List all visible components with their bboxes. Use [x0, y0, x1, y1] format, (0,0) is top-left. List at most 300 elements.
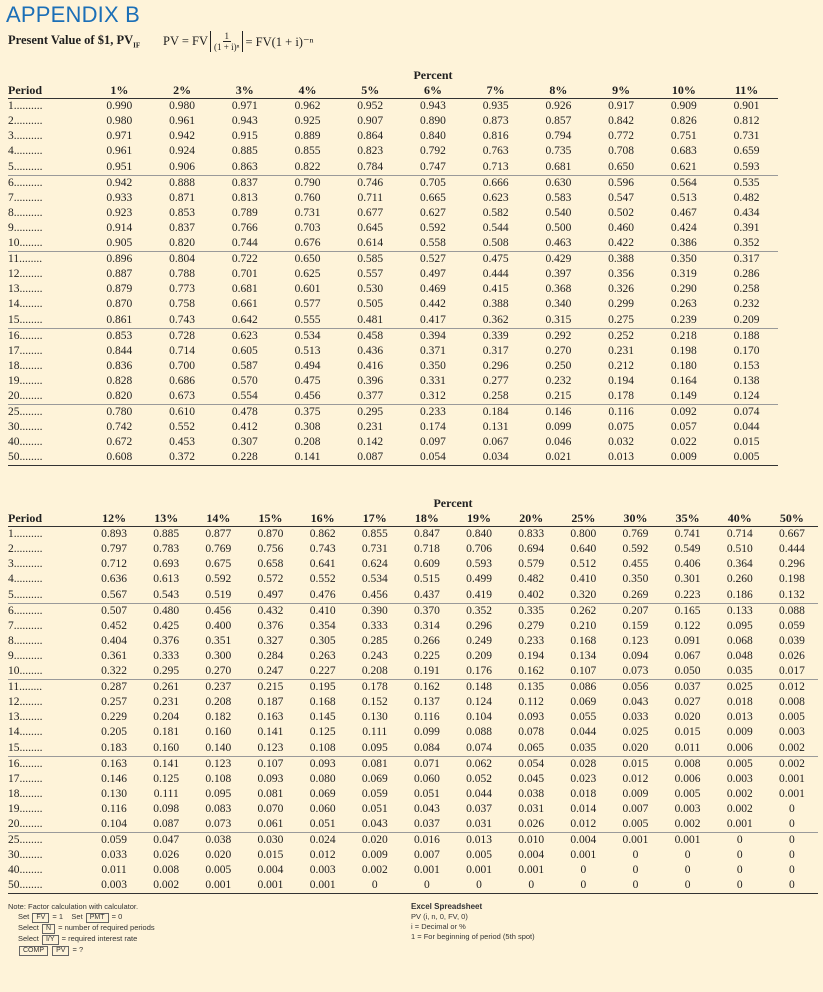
appendix-title: APPENDIX B [6, 2, 141, 27]
value-cell: 0.249 [466, 634, 492, 647]
value-cell: 0.703 [294, 221, 321, 234]
value-cell: 0.159 [622, 619, 649, 632]
rate-column-header: 35% [662, 511, 714, 527]
period-cell [8, 710, 88, 725]
value-cell: 0.046 [545, 436, 572, 449]
value-cell: 0.198 [670, 344, 697, 357]
value-cell: 0.601 [294, 283, 321, 296]
value-cell: 0.317 [482, 344, 509, 357]
value-cell: 0.857 [545, 115, 572, 128]
period-cell [8, 802, 88, 817]
value-cell: 0.001 [518, 864, 545, 877]
value-cell: 0.933 [106, 191, 133, 204]
value-cell: 0.424 [670, 221, 697, 234]
value-cell: 0.312 [402, 389, 465, 405]
period-cell [8, 756, 88, 772]
value-cell: 0.665 [420, 191, 446, 204]
pv-formula [163, 31, 314, 52]
period-number: 13 [8, 711, 20, 724]
value-cell: 0.003 [778, 726, 805, 739]
rate-column-header: 20% [505, 511, 557, 527]
value-cell: 0.681 [527, 160, 590, 176]
value-cell: 0.233 [518, 634, 545, 647]
leader-dots: ........ [19, 757, 43, 770]
table-row [8, 664, 818, 680]
value-cell: 0.731 [294, 206, 321, 219]
value-cell: 0.570 [231, 374, 258, 387]
value-cell: 0.714 [726, 528, 753, 541]
value-cell: 0.823 [357, 145, 384, 158]
period-cell [8, 144, 88, 159]
value-cell: 0.145 [309, 711, 336, 724]
value-cell: 0.104 [466, 711, 492, 724]
value-cell: 0.773 [169, 283, 196, 296]
value-cell: 0.481 [339, 313, 402, 329]
value-cell: 0.277 [482, 374, 509, 387]
value-cell: 0.885 [231, 145, 258, 158]
value-cell: 0.887 [106, 268, 133, 281]
period-number: 13 [8, 283, 20, 296]
value-cell: 0.582 [482, 206, 509, 219]
value-cell: 0.002 [662, 817, 714, 833]
value-cell: 0.001 [413, 864, 440, 877]
leader-dots: ........ [19, 451, 43, 464]
percent-header-row [8, 496, 818, 511]
value-cell: 0.195 [309, 681, 336, 694]
value-cell: 0.257 [101, 696, 127, 709]
value-cell: 0 [714, 878, 766, 894]
value-cell: 0.266 [413, 634, 440, 647]
subtitle-text: Present Value of $1, PV [8, 33, 134, 47]
value-cell: 0.162 [413, 681, 440, 694]
value-cell: 0 [401, 878, 453, 894]
period-header: Period [8, 511, 88, 527]
value-cell: 0.099 [413, 726, 440, 739]
value-cell: 0.209 [466, 649, 492, 662]
leader-dots: ........ [19, 817, 43, 830]
period-number: 10 [8, 237, 20, 250]
table-row [8, 252, 778, 268]
value-cell: 0.067 [482, 436, 509, 449]
value-cell: 0.394 [420, 329, 446, 342]
value-cell: 0.123 [244, 741, 296, 757]
value-cell: 0.020 [361, 834, 388, 847]
period-cell [8, 252, 88, 268]
value-cell: 0.507 [101, 604, 127, 617]
value-cell: 0.901 [733, 100, 760, 113]
value-cell: 0.780 [106, 406, 133, 419]
value-cell: 0 [505, 878, 557, 894]
value-cell: 0.027 [674, 696, 701, 709]
value-cell: 0.837 [169, 221, 196, 234]
value-cell: 0.015 [622, 757, 649, 770]
rate-column-header: 30% [609, 511, 661, 527]
value-cell: 0.031 [518, 802, 545, 815]
value-cell: 0.285 [361, 634, 388, 647]
table-row [8, 206, 778, 221]
value-cell: 0.712 [101, 558, 127, 571]
value-cell: 0.130 [361, 711, 388, 724]
value-cell: 0.191 [401, 664, 453, 680]
value-cell: 0.022 [670, 436, 697, 449]
excel-line-2: i = Decimal or % [411, 922, 466, 931]
value-cell: 0.320 [557, 588, 609, 604]
value-cell: 0.060 [413, 772, 440, 785]
leader-dots: .......... [13, 649, 43, 662]
rate-column-header: 5% [339, 83, 402, 99]
value-cell: 0.020 [674, 711, 701, 724]
period-number: 19 [8, 802, 20, 815]
value-cell: 0.080 [309, 772, 336, 785]
value-cell: 0.442 [420, 298, 446, 311]
formula-fraction [210, 31, 243, 52]
note-line-3 [8, 934, 155, 945]
value-cell: 0.039 [778, 634, 805, 647]
value-cell: 0.772 [608, 130, 635, 143]
value-cell: 0.391 [733, 221, 760, 234]
value-cell: 0.990 [106, 100, 133, 113]
table-row [8, 863, 818, 878]
value-cell: 0.494 [294, 359, 321, 372]
value-cell: 0.502 [608, 206, 635, 219]
value-cell: 0.071 [413, 757, 440, 770]
value-cell: 0.836 [106, 359, 133, 372]
table-row [8, 389, 778, 405]
value-cell: 0.478 [231, 406, 258, 419]
value-cell: 0.924 [169, 145, 196, 158]
fv-value: = 1 [52, 912, 64, 921]
leader-dots: ........ [19, 344, 43, 357]
leader-dots: ........ [19, 726, 43, 739]
value-cell: 0.915 [231, 130, 258, 143]
value-cell: 0.390 [361, 604, 388, 617]
value-cell: 0.013 [590, 450, 653, 466]
value-cell: 0.038 [205, 834, 232, 847]
period-number: 15 [8, 741, 20, 754]
value-cell: 0.227 [297, 664, 349, 680]
subtitle-subscript: IF [133, 41, 141, 50]
value-cell: 0.016 [413, 834, 440, 847]
value-cell: 0.296 [466, 619, 492, 632]
value-cell: 0.905 [88, 236, 151, 252]
value-cell: 0.515 [413, 573, 440, 586]
value-cell: 0.037 [466, 802, 492, 815]
value-cell: 0.766 [231, 221, 258, 234]
period-cell [8, 527, 88, 543]
value-cell: 0.833 [518, 528, 545, 541]
value-cell: 0.015 [733, 436, 760, 449]
table-row [8, 328, 778, 344]
value-cell: 0.475 [482, 253, 509, 266]
value-cell: 0.889 [294, 130, 321, 143]
value-cell: 0.123 [622, 634, 649, 647]
value-cell: 0.059 [101, 834, 127, 847]
value-cell: 0.069 [570, 696, 597, 709]
value-cell: 0.458 [357, 329, 384, 342]
period-cell [8, 817, 88, 833]
value-cell: 0.243 [361, 649, 388, 662]
value-cell: 0.923 [106, 206, 133, 219]
value-cell: 0.364 [726, 558, 753, 571]
value-cell: 0.661 [231, 298, 258, 311]
pmt-key: PMT [86, 913, 109, 923]
period-number: 8 [8, 634, 14, 647]
value-cell: 0.107 [257, 757, 284, 770]
value-cell: 0.790 [294, 176, 321, 189]
value-cell: 0.482 [733, 191, 760, 204]
value-cell: 0.917 [608, 100, 635, 113]
period-number: 1 [8, 528, 14, 541]
period-number: 7 [8, 619, 14, 632]
value-cell: 0.456 [205, 604, 232, 617]
leader-dots: .......... [13, 176, 43, 189]
value-cell: 0.003 [674, 802, 701, 815]
value-cell: 0.731 [361, 543, 388, 556]
value-cell: 0.909 [670, 100, 697, 113]
leader-dots: ........ [19, 237, 43, 250]
note-title: Note: Factor calculation with calculator. [8, 902, 139, 911]
rate-column-header: 12% [88, 511, 140, 527]
value-cell: 0.183 [88, 741, 140, 757]
period-cell [8, 160, 88, 176]
value-cell: 0.681 [231, 283, 258, 296]
value-cell: 0.160 [140, 741, 192, 757]
period-number: 40 [8, 864, 20, 877]
leader-dots: .......... [13, 115, 43, 128]
value-cell: 0.592 [622, 543, 649, 556]
value-cell: 0.592 [420, 221, 446, 234]
note-set-label: Set [18, 912, 30, 921]
table-row [8, 603, 818, 619]
n-description: = number of required periods [58, 923, 155, 932]
period-cell [8, 313, 88, 329]
value-cell: 0.052 [466, 772, 492, 785]
value-cell: 0.037 [674, 681, 701, 694]
leader-dots: .......... [13, 619, 43, 632]
value-cell: 0.125 [153, 772, 180, 785]
value-cell: 0.769 [205, 543, 232, 556]
period-number: 10 [8, 665, 20, 678]
value-cell: 0.075 [608, 421, 635, 434]
rate-column-header: 40% [714, 511, 766, 527]
value-cell: 0.148 [466, 681, 492, 694]
value-cell: 0.826 [670, 115, 697, 128]
leader-dots: .......... [13, 573, 43, 586]
formula-lhs: PV = FV [163, 34, 209, 48]
value-cell: 0.508 [464, 236, 527, 252]
value-cell: 0.368 [545, 283, 572, 296]
period-cell [8, 634, 88, 649]
value-cell: 0.564 [670, 176, 697, 189]
value-cell: 0.013 [726, 711, 753, 724]
value-cell: 0.605 [231, 344, 258, 357]
value-cell: 0.215 [527, 389, 590, 405]
value-cell: 0.111 [362, 726, 388, 739]
period-cell [8, 680, 88, 696]
value-cell: 0.017 [766, 664, 818, 680]
value-cell: 0.455 [622, 558, 649, 571]
value-cell: 0.004 [257, 864, 284, 877]
value-cell: 0.425 [153, 619, 180, 632]
value-cell: 0.286 [733, 268, 760, 281]
value-cell: 0.008 [778, 696, 805, 709]
value-cell: 0.270 [545, 344, 572, 357]
value-cell: 0.025 [726, 681, 753, 694]
value-cell: 0.181 [153, 726, 180, 739]
value-cell: 0.735 [545, 145, 572, 158]
value-cell: 0.026 [778, 649, 805, 662]
percent-header-row [8, 68, 778, 83]
value-cell: 0.741 [674, 528, 701, 541]
value-cell: 0.005 [466, 849, 492, 862]
leader-dots: .......... [13, 100, 43, 113]
value-cell: 0.270 [192, 664, 244, 680]
value-cell: 0.436 [357, 344, 384, 357]
value-cell: 0.125 [309, 726, 336, 739]
value-cell: 0.540 [545, 206, 572, 219]
value-cell: 0.800 [570, 528, 597, 541]
value-cell: 0.168 [570, 634, 597, 647]
period-cell [8, 741, 88, 757]
value-cell: 0.170 [733, 344, 760, 357]
period-number: 17 [8, 772, 20, 785]
value-cell: 0.247 [244, 664, 296, 680]
value-cell: 0 [453, 878, 505, 894]
value-cell: 0.416 [357, 359, 384, 372]
value-cell: 0.275 [590, 313, 653, 329]
value-cell: 0.163 [101, 757, 127, 770]
rate-column-header: 19% [453, 511, 505, 527]
value-cell: 0.482 [518, 573, 545, 586]
value-cell: 0.667 [778, 528, 805, 541]
value-cell: 0.642 [213, 313, 276, 329]
value-cell: 0.621 [652, 160, 715, 176]
table-row [8, 99, 778, 115]
value-cell: 0.404 [101, 634, 127, 647]
value-cell: 0.980 [106, 115, 133, 128]
value-cell: 0.534 [361, 573, 388, 586]
value-cell: 0.769 [622, 528, 649, 541]
value-cell: 0.683 [670, 145, 697, 158]
value-cell: 0.137 [413, 696, 440, 709]
period-cell [8, 878, 88, 894]
leader-dots: ........ [19, 313, 43, 326]
value-cell: 0.877 [205, 528, 232, 541]
value-cell: 0.844 [106, 344, 133, 357]
value-cell: 0.572 [257, 573, 284, 586]
note-line-1 [8, 912, 155, 923]
value-cell: 0.376 [257, 619, 284, 632]
value-cell: 0.624 [361, 558, 388, 571]
leader-dots: .......... [13, 160, 43, 173]
value-cell: 0.422 [590, 236, 653, 252]
period-number: 8 [8, 206, 14, 219]
value-cell: 0.437 [401, 588, 453, 604]
value-cell: 0.088 [778, 604, 805, 617]
value-cell: 0.543 [140, 588, 192, 604]
value-cell: 0.003 [88, 878, 140, 894]
value-cell: 0.855 [294, 145, 321, 158]
period-number: 16 [8, 757, 20, 770]
value-cell: 0.672 [106, 436, 133, 449]
table-row [8, 572, 818, 587]
value-cell: 0.467 [670, 206, 697, 219]
value-cell: 0.386 [652, 236, 715, 252]
value-cell: 0.623 [231, 329, 258, 342]
rate-column-header: 17% [349, 511, 401, 527]
period-number: 15 [8, 313, 20, 326]
table-row [8, 833, 818, 849]
n-key: N [42, 924, 55, 934]
value-cell: 0.397 [545, 268, 572, 281]
value-cell: 0.093 [518, 711, 545, 724]
value-cell: 0.005 [778, 711, 805, 724]
period-number: 11 [8, 681, 20, 694]
value-cell: 0.534 [294, 329, 321, 342]
excel-line-3: 1 = For beginning of period (5th spot) [411, 932, 535, 941]
excel-title: Excel Spreadsheet [411, 902, 483, 911]
value-cell: 0.305 [309, 634, 336, 647]
value-cell: 0.023 [570, 772, 597, 785]
value-cell: 0.396 [357, 374, 384, 387]
value-cell: 0.558 [402, 236, 465, 252]
value-cell: 0.044 [570, 726, 597, 739]
value-cell: 0.788 [169, 268, 196, 281]
value-cell: 0.322 [88, 664, 140, 680]
value-cell: 0.608 [88, 450, 151, 466]
value-cell: 0.001 [192, 878, 244, 894]
value-cell: 0.094 [622, 649, 649, 662]
value-cell: 0.700 [169, 359, 196, 372]
table-row [8, 695, 818, 710]
value-cell: 0 [632, 849, 639, 862]
value-cell: 0.743 [309, 543, 336, 556]
value-cell: 0.011 [101, 864, 127, 877]
value-cell: 0.025 [622, 726, 649, 739]
value-cell: 0.012 [557, 817, 609, 833]
table-row [8, 741, 818, 757]
value-cell: 0.650 [590, 160, 653, 176]
value-cell: 0.942 [106, 176, 133, 189]
value-cell: 0.760 [294, 191, 321, 204]
rate-column-header: 2% [151, 83, 214, 99]
value-cell: 0.417 [402, 313, 465, 329]
value-cell: 0.131 [482, 421, 509, 434]
value-cell: 0.527 [420, 253, 446, 266]
value-cell: 0.142 [357, 436, 384, 449]
rate-column-header: 10% [652, 83, 715, 99]
value-cell: 0.627 [420, 206, 446, 219]
value-cell: 0.024 [309, 834, 336, 847]
value-cell: 0 [789, 802, 795, 815]
comp-key: COMP [19, 946, 48, 956]
value-cell: 0.133 [726, 604, 753, 617]
period-number: 5 [8, 588, 14, 601]
period-number: 50 [8, 879, 20, 892]
value-cell: 0.135 [518, 681, 545, 694]
value-cell: 0.816 [482, 130, 509, 143]
value-cell: 0.056 [622, 681, 649, 694]
table-row [8, 359, 778, 374]
value-cell: 0.081 [257, 787, 284, 800]
value-cell: 0.610 [169, 406, 196, 419]
value-cell: 0.263 [309, 649, 336, 662]
value-cell: 0.060 [309, 802, 336, 815]
value-cell: 0.855 [361, 528, 388, 541]
value-cell: 0.415 [482, 283, 509, 296]
table-row [8, 405, 778, 421]
value-cell: 0.092 [670, 406, 697, 419]
